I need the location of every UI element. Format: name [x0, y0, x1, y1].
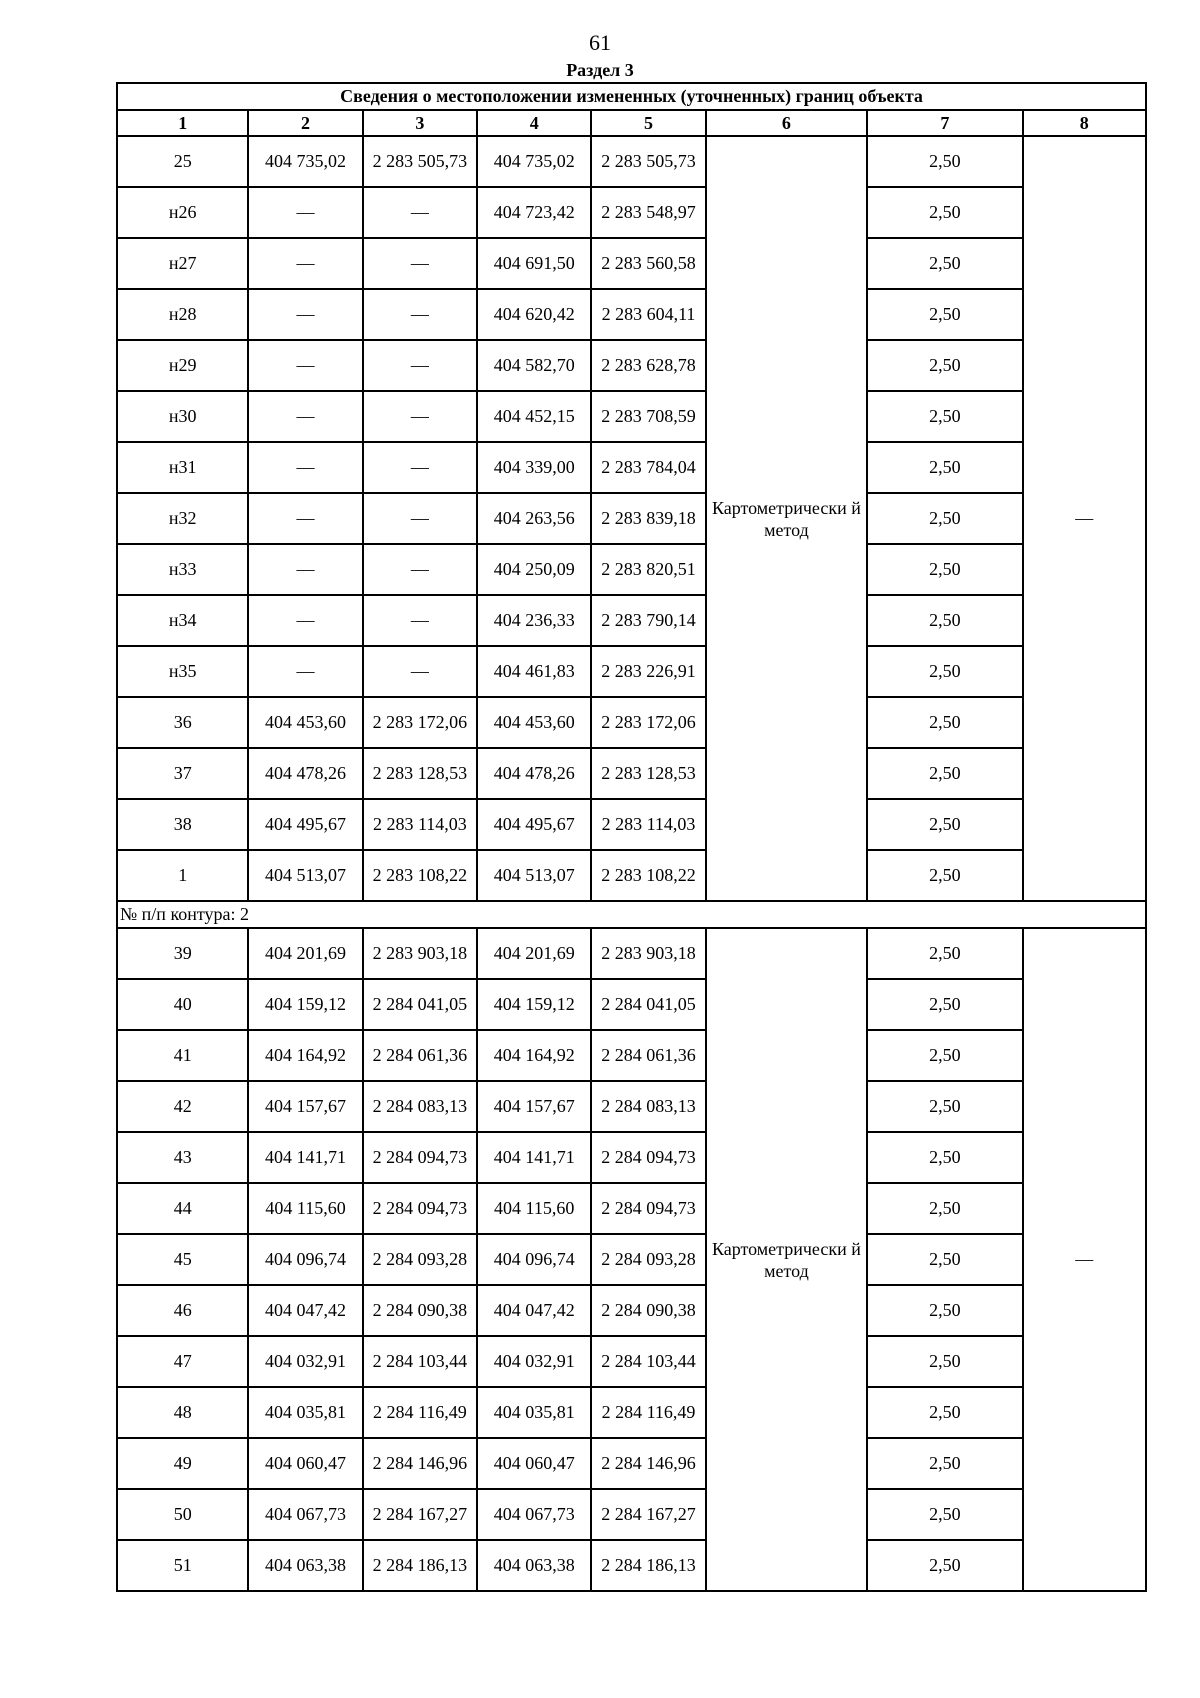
table-row [117, 1387, 1146, 1438]
table-row [117, 442, 1146, 493]
point-number-cell: н31 [117, 442, 248, 493]
old-y-cell: 2 283 108,22 [363, 850, 477, 901]
point-number-cell: 44 [117, 1183, 248, 1234]
point-number-cell: 37 [117, 748, 248, 799]
point-number-cell: н35 [117, 646, 248, 697]
new-y-cell: 2 284 116,49 [591, 1387, 705, 1438]
new-x-cell: 404 250,09 [477, 544, 591, 595]
point-number-cell: н32 [117, 493, 248, 544]
new-x-cell: 404 339,00 [477, 442, 591, 493]
old-y-cell: 2 284 041,05 [363, 979, 477, 1030]
old-y-cell: — [363, 442, 477, 493]
old-y-cell: — [363, 340, 477, 391]
old-x-cell: 404 060,47 [248, 1438, 362, 1489]
old-x-cell: 404 159,12 [248, 979, 362, 1030]
new-x-cell: 404 063,38 [477, 1540, 591, 1591]
method-cell: Картометрически й метод [706, 136, 867, 901]
old-y-cell: 2 283 903,18 [363, 928, 477, 979]
table-row [117, 928, 1146, 979]
new-y-cell: 2 283 505,73 [591, 136, 705, 187]
new-x-cell: 404 164,92 [477, 1030, 591, 1081]
point-number-cell: 43 [117, 1132, 248, 1183]
old-x-cell: — [248, 289, 362, 340]
old-y-cell: 2 284 146,96 [363, 1438, 477, 1489]
new-y-cell: 2 284 167,27 [591, 1489, 705, 1540]
old-x-cell: 404 035,81 [248, 1387, 362, 1438]
new-y-cell: 2 283 226,91 [591, 646, 705, 697]
old-x-cell: — [248, 646, 362, 697]
old-y-cell: 2 284 116,49 [363, 1387, 477, 1438]
table-row [117, 187, 1146, 238]
point-number-cell: н34 [117, 595, 248, 646]
new-x-cell: 404 620,42 [477, 289, 591, 340]
precision-cell: 2,50 [867, 136, 1022, 187]
table-row [117, 391, 1146, 442]
table-row [117, 697, 1146, 748]
old-y-cell: — [363, 187, 477, 238]
new-x-cell: 404 201,69 [477, 928, 591, 979]
new-x-cell: 404 691,50 [477, 238, 591, 289]
table-row [117, 1285, 1146, 1336]
table-row [117, 289, 1146, 340]
new-x-cell: 404 035,81 [477, 1387, 591, 1438]
new-x-cell: 404 495,67 [477, 799, 591, 850]
new-y-cell: 2 284 083,13 [591, 1081, 705, 1132]
old-x-cell: — [248, 544, 362, 595]
precision-cell: 2,50 [867, 1336, 1022, 1387]
new-y-cell: 2 284 186,13 [591, 1540, 705, 1591]
old-y-cell: 2 284 061,36 [363, 1030, 477, 1081]
precision-cell: 2,50 [867, 595, 1022, 646]
precision-cell: 2,50 [867, 1387, 1022, 1438]
new-y-cell: 2 283 784,04 [591, 442, 705, 493]
new-y-cell: 2 284 094,73 [591, 1183, 705, 1234]
column-number: 1 [117, 110, 248, 136]
column-number: 7 [867, 110, 1022, 136]
old-y-cell: 2 284 094,73 [363, 1183, 477, 1234]
precision-cell: 2,50 [867, 391, 1022, 442]
old-x-cell: — [248, 391, 362, 442]
precision-cell: 2,50 [867, 544, 1022, 595]
table-row [117, 850, 1146, 901]
new-x-cell: 404 067,73 [477, 1489, 591, 1540]
boundary-table [116, 82, 1147, 1592]
old-y-cell: 2 283 114,03 [363, 799, 477, 850]
point-number-cell: 49 [117, 1438, 248, 1489]
column-8-cell: — [1023, 928, 1146, 1591]
point-number-cell: н28 [117, 289, 248, 340]
point-number-cell: 42 [117, 1081, 248, 1132]
new-y-cell: 2 284 061,36 [591, 1030, 705, 1081]
precision-cell: 2,50 [867, 187, 1022, 238]
table-row [117, 1438, 1146, 1489]
point-number-cell: н33 [117, 544, 248, 595]
new-y-cell: 2 284 094,73 [591, 1132, 705, 1183]
table-row [117, 595, 1146, 646]
table-row [117, 646, 1146, 697]
old-x-cell: 404 453,60 [248, 697, 362, 748]
contour-label: № п/п контура: 2 [117, 901, 1146, 928]
point-number-cell: 50 [117, 1489, 248, 1540]
point-number-cell: 38 [117, 799, 248, 850]
new-x-cell: 404 263,56 [477, 493, 591, 544]
new-y-cell: 2 284 103,44 [591, 1336, 705, 1387]
new-y-cell: 2 284 041,05 [591, 979, 705, 1030]
precision-cell: 2,50 [867, 1540, 1022, 1591]
old-y-cell: 2 284 167,27 [363, 1489, 477, 1540]
old-y-cell: 2 284 103,44 [363, 1336, 477, 1387]
new-x-cell: 404 115,60 [477, 1183, 591, 1234]
old-x-cell: 404 063,38 [248, 1540, 362, 1591]
new-y-cell: 2 283 708,59 [591, 391, 705, 442]
column-8-cell: — [1023, 136, 1146, 901]
old-x-cell: 404 164,92 [248, 1030, 362, 1081]
old-x-cell: 404 157,67 [248, 1081, 362, 1132]
new-y-cell: 2 283 820,51 [591, 544, 705, 595]
new-y-cell: 2 283 604,11 [591, 289, 705, 340]
old-x-cell: — [248, 238, 362, 289]
old-y-cell: 2 283 505,73 [363, 136, 477, 187]
old-x-cell: 404 096,74 [248, 1234, 362, 1285]
section-title: Раздел 3 [566, 60, 634, 80]
point-number-cell: 45 [117, 1234, 248, 1285]
new-y-cell: 2 283 560,58 [591, 238, 705, 289]
precision-cell: 2,50 [867, 1132, 1022, 1183]
new-x-cell: 404 478,26 [477, 748, 591, 799]
precision-cell: 2,50 [867, 493, 1022, 544]
table-body [117, 83, 1146, 1591]
precision-cell: 2,50 [867, 1285, 1022, 1336]
old-y-cell: — [363, 595, 477, 646]
old-x-cell: — [248, 187, 362, 238]
new-y-cell: 2 283 108,22 [591, 850, 705, 901]
point-number-cell: н26 [117, 187, 248, 238]
new-y-cell: 2 283 548,97 [591, 187, 705, 238]
new-y-cell: 2 284 090,38 [591, 1285, 705, 1336]
old-y-cell: — [363, 289, 477, 340]
old-x-cell: 404 067,73 [248, 1489, 362, 1540]
old-x-cell: 404 201,69 [248, 928, 362, 979]
table-row [117, 1234, 1146, 1285]
precision-cell: 2,50 [867, 238, 1022, 289]
table-row [117, 1081, 1146, 1132]
new-x-cell: 404 582,70 [477, 340, 591, 391]
old-y-cell: — [363, 238, 477, 289]
column-number: 8 [1023, 110, 1146, 136]
point-number-cell: 39 [117, 928, 248, 979]
precision-cell: 2,50 [867, 979, 1022, 1030]
precision-cell: 2,50 [867, 1030, 1022, 1081]
table-caption-row [117, 83, 1146, 110]
new-x-cell: 404 096,74 [477, 1234, 591, 1285]
point-number-cell: н30 [117, 391, 248, 442]
table-row [117, 493, 1146, 544]
old-x-cell: 404 735,02 [248, 136, 362, 187]
precision-cell: 2,50 [867, 1234, 1022, 1285]
precision-cell: 2,50 [867, 1183, 1022, 1234]
precision-cell: 2,50 [867, 646, 1022, 697]
old-y-cell: 2 283 128,53 [363, 748, 477, 799]
point-number-cell: 1 [117, 850, 248, 901]
new-x-cell: 404 461,83 [477, 646, 591, 697]
table-caption: Сведения о местоположении измененных (уточненных) границ объекта [117, 83, 1146, 110]
new-y-cell: 2 283 790,14 [591, 595, 705, 646]
new-x-cell: 404 453,60 [477, 697, 591, 748]
table-row [117, 1336, 1146, 1387]
column-number: 2 [248, 110, 362, 136]
new-x-cell: 404 452,15 [477, 391, 591, 442]
point-number-cell: 36 [117, 697, 248, 748]
new-y-cell: 2 283 128,53 [591, 748, 705, 799]
new-y-cell: 2 283 114,03 [591, 799, 705, 850]
precision-cell: 2,50 [867, 1438, 1022, 1489]
column-number: 5 [591, 110, 705, 136]
old-x-cell: — [248, 340, 362, 391]
table-row [117, 1132, 1146, 1183]
table-row [117, 136, 1146, 187]
old-y-cell: — [363, 391, 477, 442]
old-x-cell: — [248, 493, 362, 544]
old-y-cell: 2 284 093,28 [363, 1234, 477, 1285]
old-y-cell: — [363, 646, 477, 697]
old-x-cell: — [248, 595, 362, 646]
new-y-cell: 2 283 628,78 [591, 340, 705, 391]
new-x-cell: 404 735,02 [477, 136, 591, 187]
new-x-cell: 404 157,67 [477, 1081, 591, 1132]
table-row [117, 1489, 1146, 1540]
new-y-cell: 2 283 839,18 [591, 493, 705, 544]
old-x-cell: — [248, 442, 362, 493]
new-y-cell: 2 284 093,28 [591, 1234, 705, 1285]
table-row [117, 748, 1146, 799]
old-x-cell: 404 047,42 [248, 1285, 362, 1336]
point-number-cell: н29 [117, 340, 248, 391]
column-number-row [117, 110, 1146, 136]
old-x-cell: 404 032,91 [248, 1336, 362, 1387]
new-x-cell: 404 047,42 [477, 1285, 591, 1336]
new-x-cell: 404 141,71 [477, 1132, 591, 1183]
new-x-cell: 404 159,12 [477, 979, 591, 1030]
point-number-cell: 40 [117, 979, 248, 1030]
column-number: 3 [363, 110, 477, 136]
old-y-cell: — [363, 544, 477, 595]
new-x-cell: 404 513,07 [477, 850, 591, 901]
new-x-cell: 404 236,33 [477, 595, 591, 646]
column-number: 6 [706, 110, 867, 136]
old-y-cell: 2 284 083,13 [363, 1081, 477, 1132]
table-row [117, 340, 1146, 391]
new-x-cell: 404 060,47 [477, 1438, 591, 1489]
point-number-cell: н27 [117, 238, 248, 289]
new-y-cell: 2 284 146,96 [591, 1438, 705, 1489]
method-cell: Картометрически й метод [706, 928, 867, 1591]
new-y-cell: 2 283 172,06 [591, 697, 705, 748]
point-number-cell: 41 [117, 1030, 248, 1081]
table-row [117, 1030, 1146, 1081]
old-x-cell: 404 478,26 [248, 748, 362, 799]
old-x-cell: 404 495,67 [248, 799, 362, 850]
precision-cell: 2,50 [867, 442, 1022, 493]
old-y-cell: — [363, 493, 477, 544]
point-number-cell: 47 [117, 1336, 248, 1387]
table-row [117, 979, 1146, 1030]
point-number-cell: 48 [117, 1387, 248, 1438]
precision-cell: 2,50 [867, 799, 1022, 850]
old-y-cell: 2 283 172,06 [363, 697, 477, 748]
old-x-cell: 404 513,07 [248, 850, 362, 901]
column-number: 4 [477, 110, 591, 136]
old-x-cell: 404 141,71 [248, 1132, 362, 1183]
point-number-cell: 46 [117, 1285, 248, 1336]
table-row [117, 544, 1146, 595]
precision-cell: 2,50 [867, 1489, 1022, 1540]
contour-header-row [117, 901, 1146, 928]
new-x-cell: 404 723,42 [477, 187, 591, 238]
table-row [117, 1540, 1146, 1591]
old-y-cell: 2 284 094,73 [363, 1132, 477, 1183]
old-y-cell: 2 284 186,13 [363, 1540, 477, 1591]
precision-cell: 2,50 [867, 289, 1022, 340]
point-number-cell: 51 [117, 1540, 248, 1591]
table-row [117, 238, 1146, 289]
page-number: 61 [589, 30, 611, 55]
precision-cell: 2,50 [867, 928, 1022, 979]
precision-cell: 2,50 [867, 850, 1022, 901]
precision-cell: 2,50 [867, 697, 1022, 748]
old-y-cell: 2 284 090,38 [363, 1285, 477, 1336]
point-number-cell: 25 [117, 136, 248, 187]
precision-cell: 2,50 [867, 748, 1022, 799]
precision-cell: 2,50 [867, 340, 1022, 391]
new-y-cell: 2 283 903,18 [591, 928, 705, 979]
old-x-cell: 404 115,60 [248, 1183, 362, 1234]
precision-cell: 2,50 [867, 1081, 1022, 1132]
table-row [117, 1183, 1146, 1234]
new-x-cell: 404 032,91 [477, 1336, 591, 1387]
table-row [117, 799, 1146, 850]
